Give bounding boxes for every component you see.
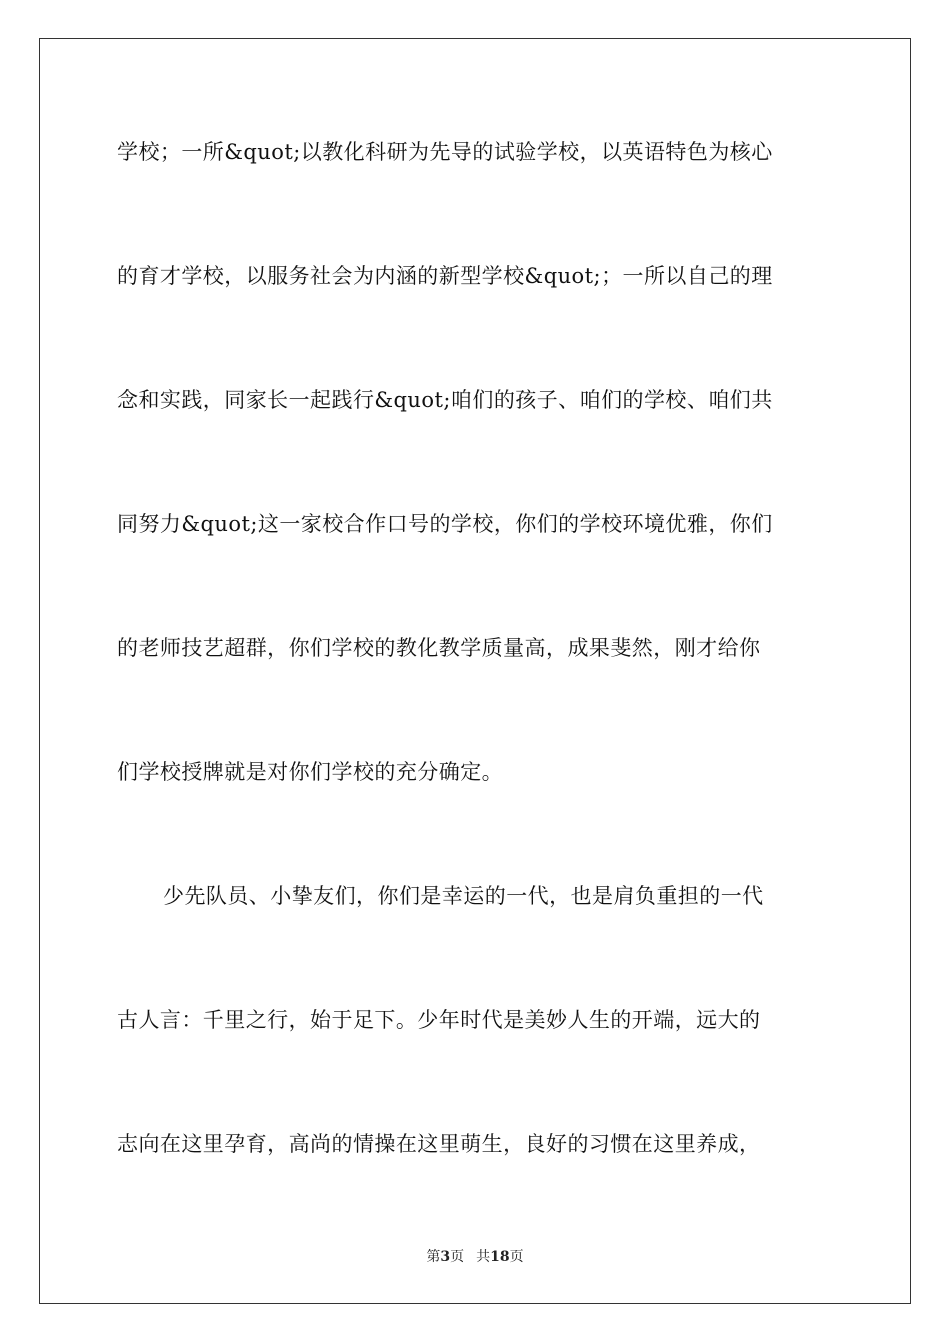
paragraph-line-1: 学校；一所&quot;以教化科研为先导的试验学校，以英语特色为核心 [117, 140, 773, 164]
page-border [39, 38, 911, 1304]
footer-total-suffix: 页 [509, 1249, 524, 1265]
paragraph-line-8: 古人言：千里之行，始于足下。少年时代是美妙人生的开端，远大的 [117, 1008, 761, 1032]
paragraph-line-2: 的育才学校，以服务社会为内涵的新型学校&quot;；一所以自己的理 [117, 264, 773, 288]
page-footer [0, 1248, 950, 1266]
footer-page-prefix: 第 [426, 1249, 441, 1265]
footer-total-prefix: 共 [476, 1249, 491, 1265]
footer-page-total: 18 [490, 1249, 510, 1265]
footer-page-suffix: 页 [450, 1249, 465, 1265]
footer-page-current: 3 [440, 1249, 451, 1265]
paragraph-line-6: 们学校授牌就是对你们学校的充分确定。 [117, 760, 504, 784]
paragraph-line-7: 少先队员、小挚友们，你们是幸运的一代，也是肩负重担的一代 [163, 884, 764, 908]
paragraph-line-3: 念和实践，同家长一起践行&quot;咱们的孩子、咱们的学校、咱们共 [117, 388, 773, 412]
paragraph-line-4: 同努力&quot;这一家校合作口号的学校，你们的学校环境优雅，你们 [117, 512, 773, 536]
paragraph-line-5: 的老师技艺超群，你们学校的教化教学质量高，成果斐然，刚才给你 [117, 636, 761, 660]
paragraph-line-9: 志向在这里孕育，高尚的情操在这里萌生，良好的习惯在这里养成， [117, 1132, 761, 1156]
